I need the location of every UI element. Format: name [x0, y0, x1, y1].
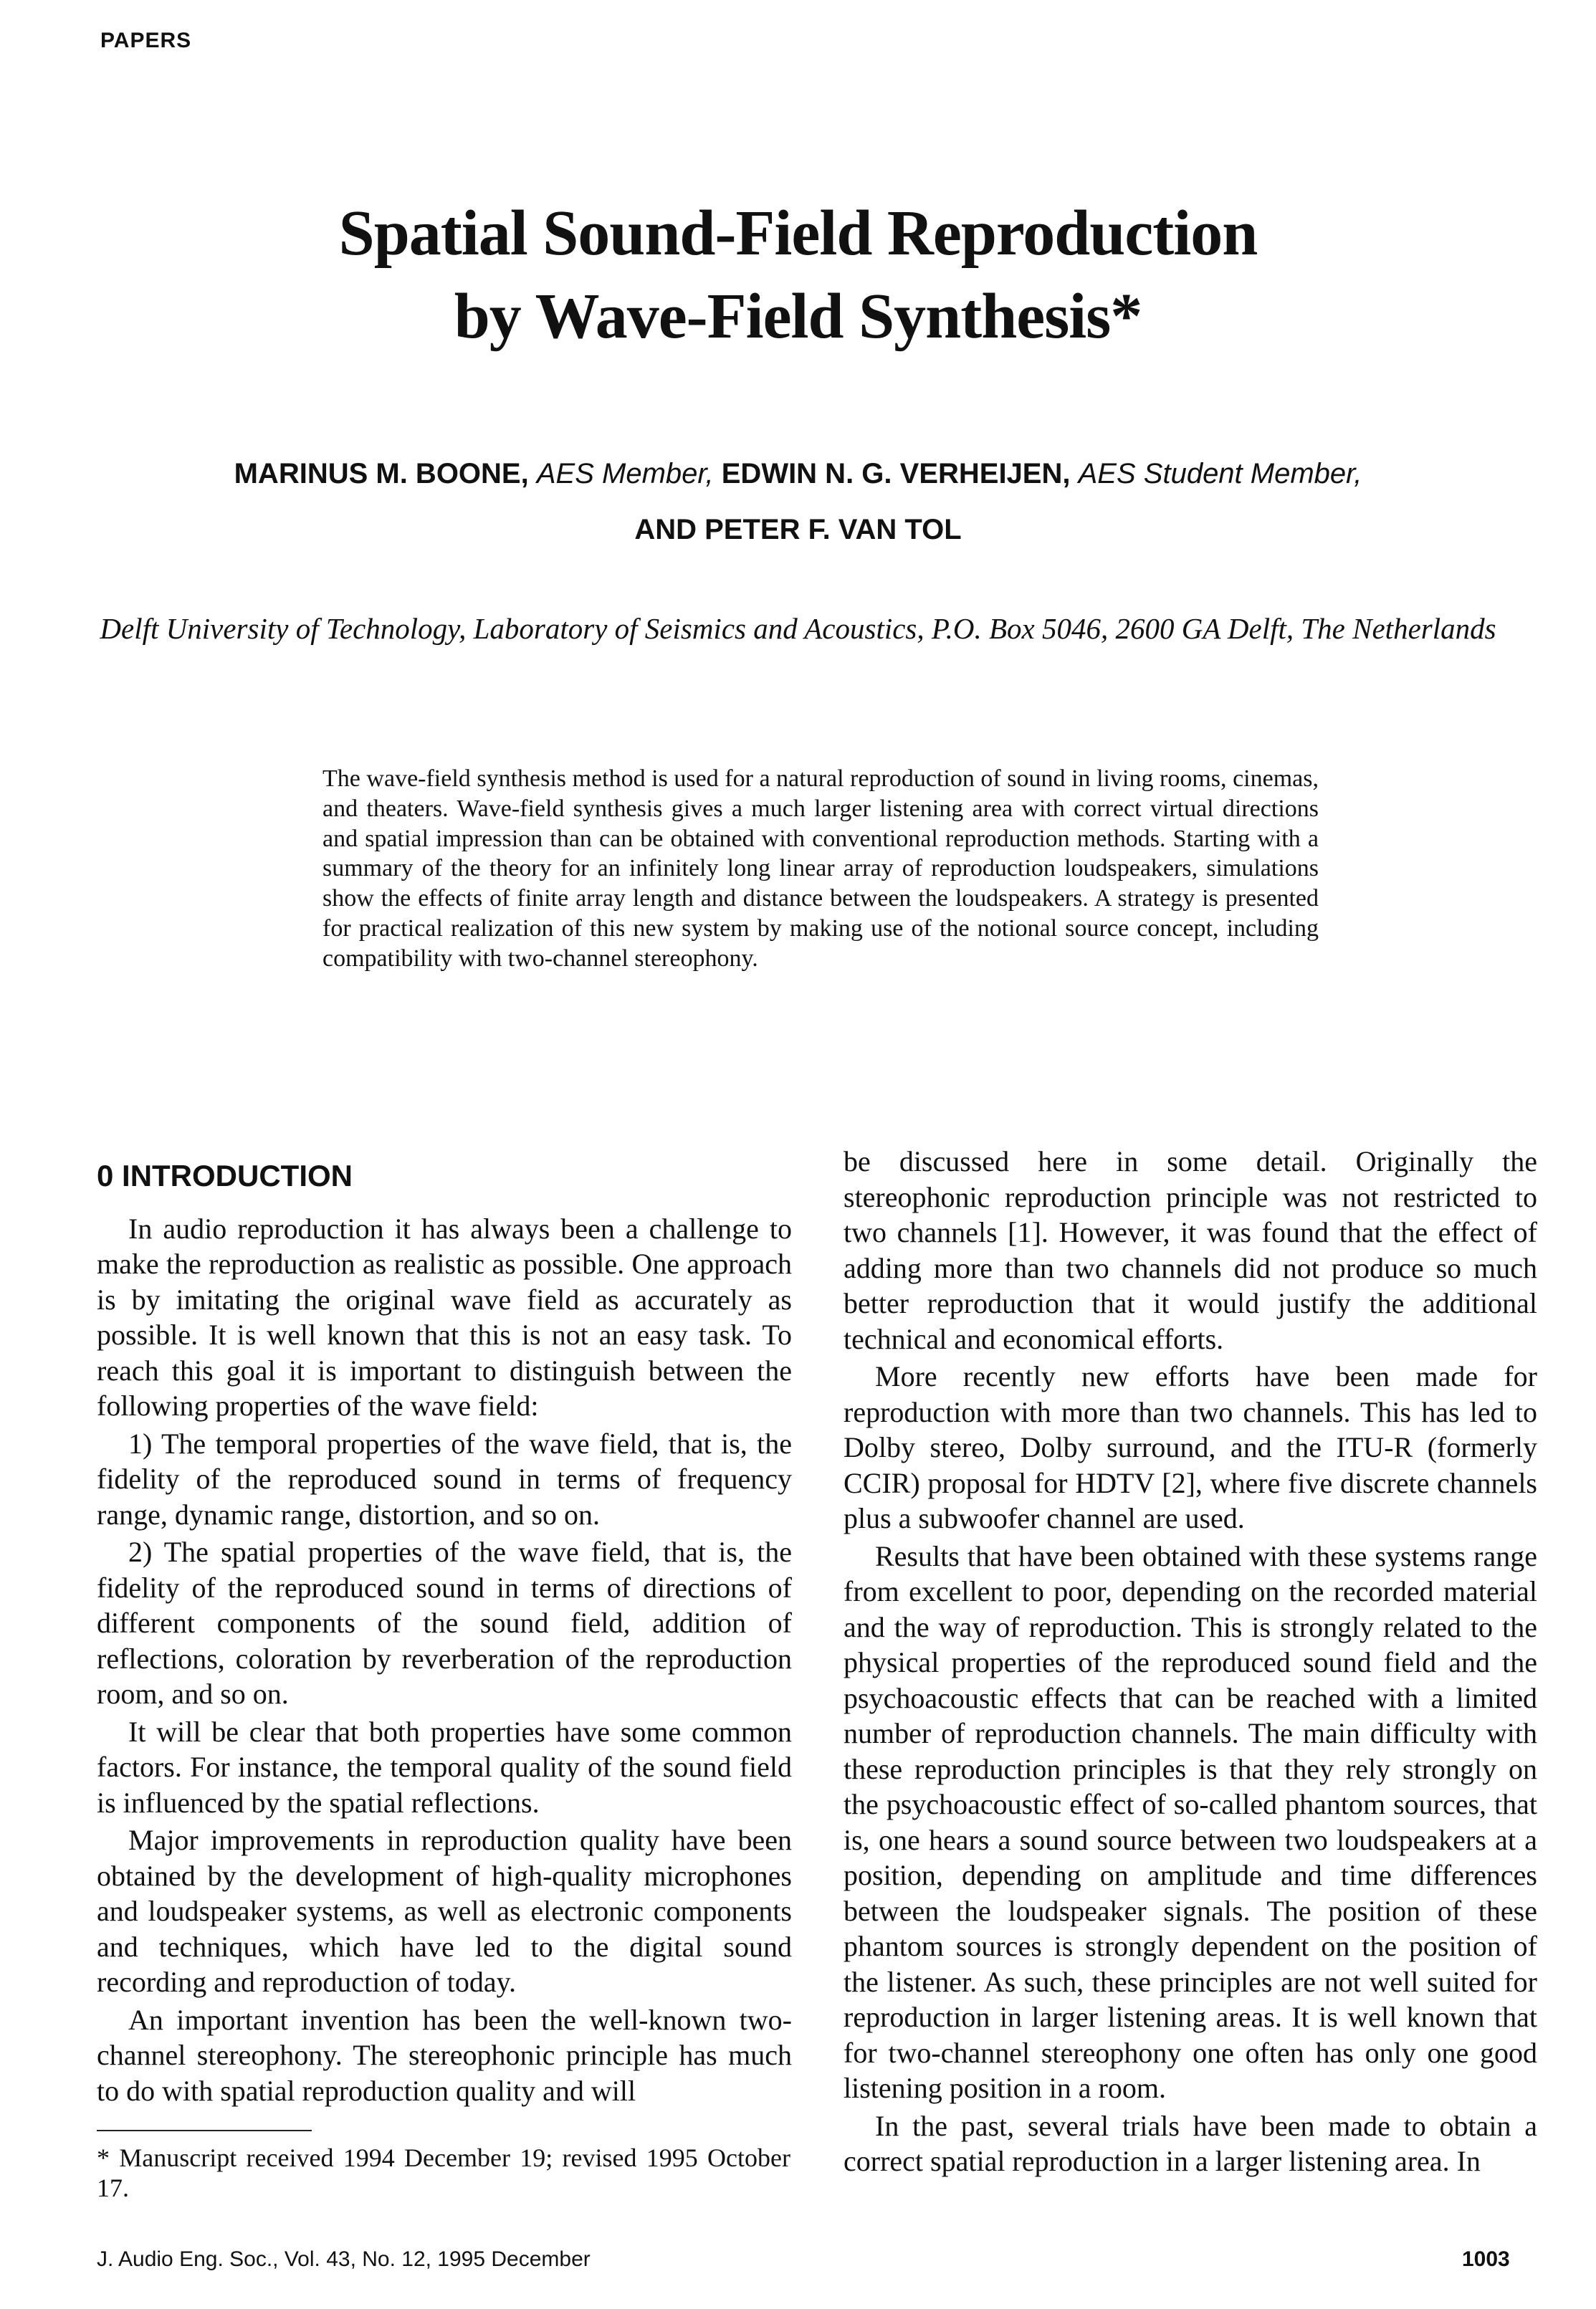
author-2-role: AES Student Member, [1078, 458, 1362, 489]
paragraph: 2) The spatial properties of the wave field, that is, the fidelity of the reproduced sound in terms of directions of different components of the sound field, addition of reflections, coloration by reverberation of the reproduction room, and so on. [97, 1536, 792, 1710]
abstract: The wave-field synthesis method is used for a natural reproduction of sound in living rooms, cinemas, and theaters. Wave-field synthesis gives a much larger listening area with correct virtual directions and spatial impression than can be obtained with conventional reproduction methods. Starting with a summary of the theory for an infinitely long linear array of reproduction loudspeakers, simulations show the effects of finite array length and distance between the loudspeakers. A strategy is presented for practical realization of this new system by making use of the notional source concept, including compatibility with two-channel stereophony. [322, 765, 1319, 972]
author-1-name: MARINUS M. BOONE, [234, 458, 529, 489]
author-line-1 [0, 446, 1596, 502]
title-line-2: by Wave-Field Synthesis* [454, 281, 1142, 352]
paragraph: In the past, several trials have been made to obtain a correct spatial reproduction in a larger listening area. In [844, 2109, 1537, 2177]
author-line-2 [0, 502, 1596, 558]
paragraph: It will be clear that both properties have some common factors. For instance, the temporal quality of the sound field is influenced by the spatial reflections. [97, 1715, 792, 1819]
page-number: 1003 [1462, 2247, 1510, 2271]
affiliation: Delft University of Technology, Laboratory of Seismics and Acoustics, P.O. Box 5046, 2600 GA Delft, The Netherlands [100, 612, 1496, 645]
right-column [844, 1144, 1537, 2181]
footnote-divider [97, 2130, 312, 2131]
paragraph: An important invention has been the well-known two-channel stereophony. The stereophonic principle has much to do with spatial reproduction quality and will [97, 2003, 792, 2107]
paragraph: More recently new efforts have been made for reproduction with more than two channels. This has led to Dolby stereo, Dolby surround, and the ITU-R (formerly CCIR) proposal for HDTV [2], where five discrete channels plus a subwoofer channel are used. [844, 1360, 1537, 1534]
author-list [0, 446, 1596, 558]
paragraph: Major improvements in reproduction quality have been obtained by the development of high-quality microphones and loudspeaker systems, as well as electronic components and techniques, which have led to the digital sound recording and reproduction of today. [97, 1824, 792, 1998]
paragraph: 1) The temporal properties of the wave field, that is, the fidelity of the reproduced sound in terms of frequency range, dynamic range, distortion, and so on. [97, 1427, 792, 1531]
left-column [97, 1144, 792, 2110]
journal-citation: J. Audio Eng. Soc., Vol. 43, No. 12, 1995 December [97, 2247, 591, 2271]
paragraph: In audio reproduction it has always been a challenge to make the reproduction as realistic as possible. One approach is by imitating the original wave field as accurately as possible. It is well known that this is not an easy task. To reach this goal it is important to distinguish between the following properties of the wave field: [97, 1212, 792, 1422]
author-2-name: EDWIN N. G. VERHEIJEN, [721, 458, 1071, 489]
paragraph: Results that have been obtained with these systems range from excellent to poor, depending on the recorded material and the way of reproduction. This is strongly related to the physical properties of the reproduced sound field and the psychoacoustic effects that can be reached with a limited number of reproduction channels. The main difficulty with these reproduction principles is that they rely strongly on the psychoacoustic effect of so-called phantom sources, that is, one hears a sound source between two loudspeakers at a position, depending on amplitude and time differences between the loudspeaker signals. The position of these phantom sources is strongly dependent on the position of the listener. As such, these principles are not well suited for reproduction in larger listening areas. It is well known that for two-channel stereophony one often has only one good listening position in a room. [844, 1539, 1537, 2104]
author-3-name: AND PETER F. VAN TOL [634, 514, 962, 545]
author-1-role: AES Member, [536, 458, 714, 489]
paper-title [0, 192, 1596, 358]
section-heading: 0 INTRODUCTION [97, 1159, 353, 1192]
footnote: * Manuscript received 1994 December 19; revised 1995 October 17. [97, 2143, 790, 2202]
section-label: PAPERS [100, 29, 192, 52]
paragraph-continuation: be discussed here in some detail. Originally the stereophonic reproduction principle was not restricted to two channels [1]. However, it was found that the effect of adding more than two channels did not produce so much better reproduction that it would justify the additional technical and economical efforts. [844, 1145, 1537, 1355]
title-line-1: Spatial Sound-Field Reproduction [338, 198, 1258, 269]
